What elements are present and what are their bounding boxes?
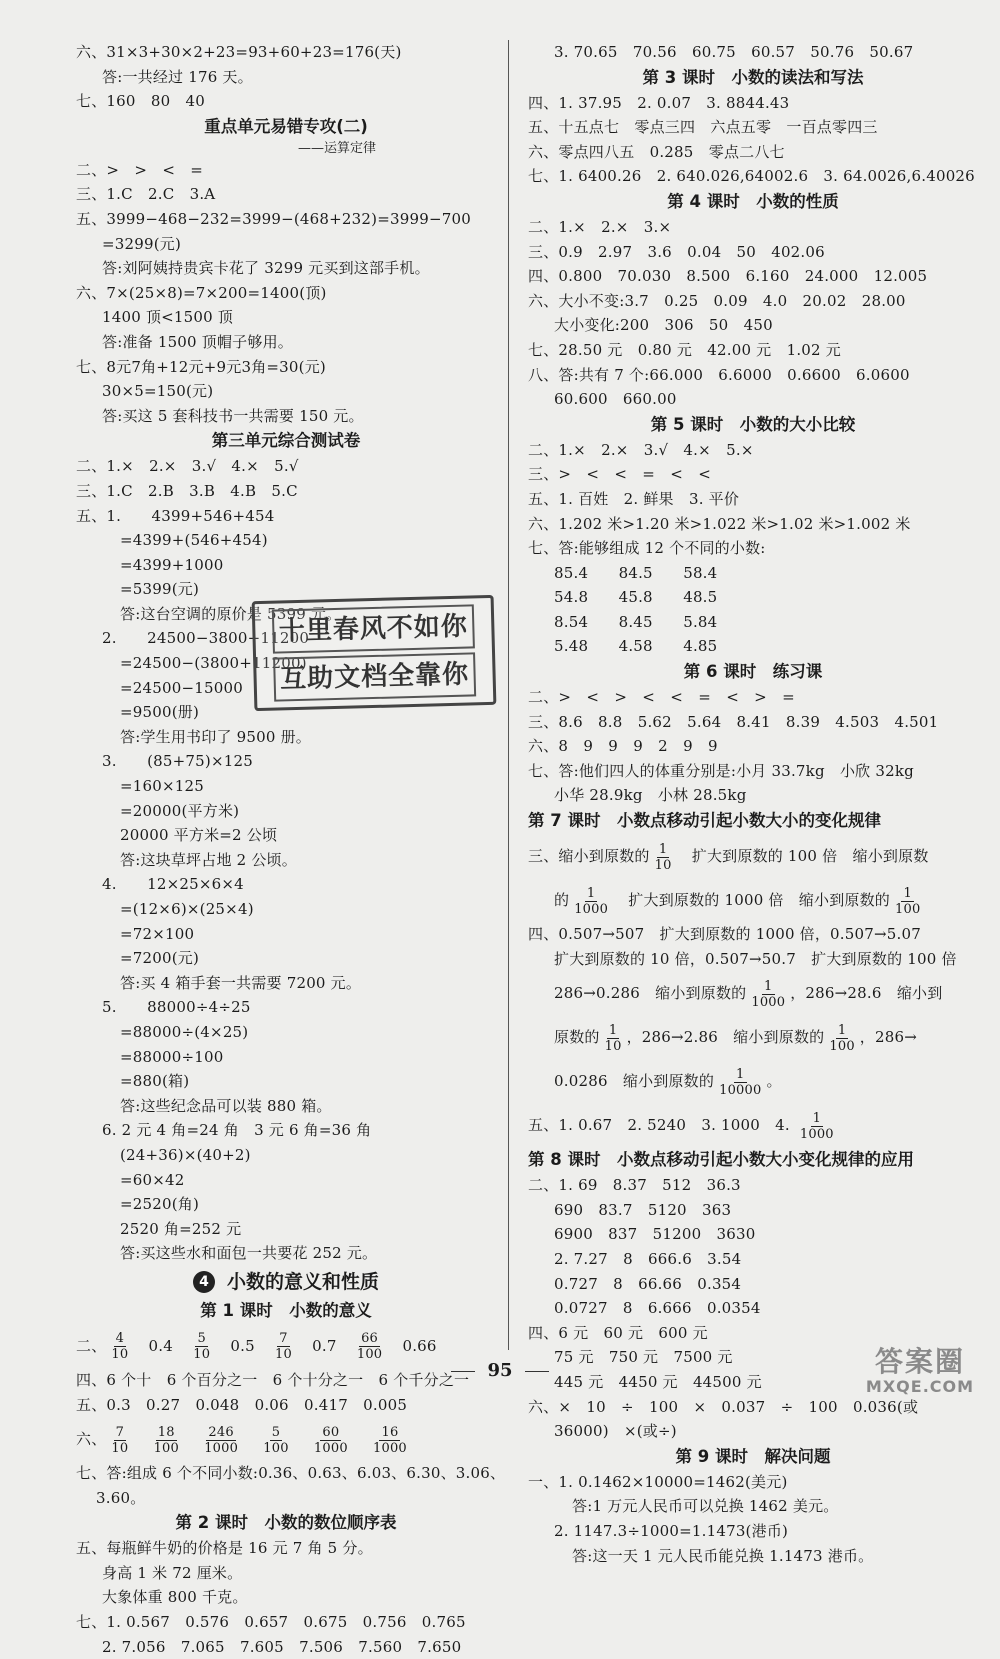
answer-line: 六、零点四八五 0.285 零点二八七 [528,142,785,161]
fraction-numerator: 1 [736,1066,745,1082]
answer-line: 6900 837 51200 3630 [554,1225,756,1244]
answer-line: 答:一共经过 176 天。 [102,67,253,86]
answer-line [528,878,978,922]
answer-line: 54.8 45.8 48.5 [554,588,718,607]
answer-line: 六、1.202 米>1.20 米>1.022 米>1.02 米>1.002 米 [528,514,911,533]
answer-line: 六、31×3+30×2+23=93+60+23=176(天) [76,43,402,61]
answer-line [528,1103,978,1147]
fraction-numerator: 7 [115,1424,125,1440]
answer-line: 答:这一天 1 元人民币能兑换 1.1473 港币。 [572,1546,874,1565]
answer-line: 四、0.800 70.030 8.500 6.160 24.000 12.005 [528,267,928,286]
answer-line: =88000÷100 [120,1047,224,1066]
text-segment [184,1417,199,1461]
answer-line: 0.727 8 66.66 0.354 [554,1274,742,1293]
text-segment: 0.66 [387,1336,437,1355]
answer-line: 445 元 4450 元 44500 元 [554,1372,762,1391]
answer-line: 身高 1 米 72 厘米。 [102,1563,243,1582]
answer-line: 5.48 4.58 4.85 [554,637,718,656]
answer-line: 一、1. 0.1462×10000=1462(美元) [528,1472,788,1491]
fraction [827,1023,856,1054]
section-subtitle: ——运算定律 [297,140,376,156]
answer-line: 大象体重 800 千克。 [102,1588,248,1607]
text-segment: 0.0286 缩小到原数的 [554,1072,715,1091]
answer-line: =2520(角) [120,1195,200,1214]
answer-line: 六、× 10 ÷ 100 × 0.037 ÷ 100 0.036(或 [528,1397,919,1416]
answer-line: 1400 顶<1500 顶 [102,308,234,327]
answer-line [528,1015,978,1059]
answer-line: 七、8元7角+12元+9元3角=30(元) [76,357,326,376]
text-segment: ，286→ [859,1028,917,1047]
answer-line: =7200(元) [120,949,200,968]
answer-line: 七、答:他们四人的体重分别是:小月 33.7kg 小欣 32kg [528,761,914,780]
fraction-numerator: 4 [115,1331,125,1347]
answer-line: 6. 2 元 4 角=24 角 3 元 6 角=36 角 [102,1121,372,1140]
answer-line: 三、0.9 2.97 3.6 0.04 50 402.06 [528,242,825,261]
text-segment: ，286→28.6 缩小到 [790,984,943,1003]
fraction-denominator: 100 [829,1038,855,1054]
answer-line: 答:准备 1500 顶帽子够用。 [102,332,293,351]
answer-line: 3. (85+75)×125 [102,752,253,771]
answer-line: 30×5=150(元) [102,382,214,401]
answer-line [76,1417,496,1461]
fraction [371,1425,409,1456]
answer-line: 690 83.7 5120 363 [554,1200,732,1219]
fraction [312,1425,350,1456]
answer-line: =3299(元) [102,234,182,253]
fraction-denominator: 10 [193,1347,211,1363]
answer-line: 七、答:能够组成 12 个不同的小数: [528,539,766,558]
answer-line: =880(箱) [120,1072,190,1091]
text-segment: 原数的 [554,1028,600,1047]
answer-line: =9500(册) [120,703,200,722]
answer-line: 3.60。 [96,1488,146,1507]
fraction-denominator: 10000 [719,1082,762,1098]
section-title: 第三单元综合测试卷 [211,431,361,451]
answer-line: 答:刘阿姨持贵宾卡花了 3299 元买到这部手机。 [102,259,430,278]
answer-line: 五、3999−468−232=3999−(468+232)=3999−700 [76,209,471,228]
text-segment: 286→0.286 缩小到原数的 [554,984,747,1003]
answer-line: =4399+(546+454) [120,531,268,550]
answer-line: 答:学生用书印了 9500 册。 [120,727,311,746]
fraction-numerator: 1 [812,1110,822,1126]
fraction-numerator: 246 [208,1424,234,1440]
text-segment: ，286→2.86 缩小到原数的 [626,1028,825,1047]
fraction [109,1331,130,1362]
answer-line: 七、答:组成 6 个不同小数:0.36、0.63、6.03、6.30、3.06、 [76,1464,506,1483]
answer-line: =88000÷(4×25) [120,1022,249,1041]
fraction-denominator: 10 [111,1440,129,1456]
section-title: 第 3 课时 小数的读法和写法 [642,67,864,87]
answer-line: 二、1.× 2.× 3.× [528,217,672,236]
answer-line: 2520 角=252 元 [120,1219,242,1238]
text-segment [133,1417,148,1461]
answer-line: 七、1. 0.567 0.576 0.657 0.675 0.756 0.765 [76,1613,466,1632]
fraction-denominator: 10 [111,1347,129,1363]
answer-line: 2. 1147.3÷1000=1.1473(港币) [554,1521,789,1540]
dash-left [451,1371,475,1372]
answer-line: 五、1. 4399+546+454 [76,506,275,525]
answer-line: 四、6 元 60 元 600 元 [528,1323,708,1342]
answer-line: 答:这块草坪占地 2 公顷。 [120,850,297,869]
section-title: 重点单元易错专攻(二) [204,116,368,136]
section-title: 第 4 课时 小数的性质 [667,191,839,211]
answer-line: 四、6 个十 6 个百分之一 6 个十分之一 6 个千分之一 [76,1370,470,1389]
answer-line: =20000(平方米) [120,801,240,820]
fraction [653,842,674,873]
text-segment: 五、1. 0.67 2. 5240 3. 1000 4. [528,1116,795,1135]
answer-line: =24500−15000 [120,678,243,697]
answer-line: 小华 28.9kg 小林 28.5kg [554,786,747,805]
page-number-text: 95 [487,1360,513,1381]
answer-line: 大小变化:200 306 50 450 [554,316,773,335]
fraction-numerator: 66 [361,1331,379,1347]
fraction-numerator: 1 [608,1022,618,1038]
text-segment [353,1417,368,1461]
answer-line: 8.54 8.45 5.84 [554,612,718,631]
fraction-numerator: 5 [197,1331,206,1347]
answer-line: 二、1. 69 8.37 512 36.3 [528,1176,741,1195]
unit-number-badge: 4 [193,1271,215,1293]
fraction-denominator: 100 [356,1347,383,1363]
answer-line: =160×125 [120,777,204,796]
fraction [798,1111,836,1142]
fraction-numerator: 1 [837,1022,847,1038]
fraction [893,886,922,917]
section-title: 第 1 课时 小数的意义 [200,1300,372,1320]
fraction [152,1425,181,1456]
watermark-logo [850,1346,990,1402]
text-segment: 三、缩小到原数的 [528,847,650,866]
answer-line: 四、0.507→507 扩大到原数的 1000 倍，0.507→5.07 [528,925,921,944]
text-segment: 的 [554,891,570,910]
answer-line: 答:这些纪念品可以装 880 箱。 [120,1096,332,1115]
answer-line: 答:1 万元人民币可以兑换 1462 美元。 [572,1497,839,1516]
right-column [528,40,978,1568]
answer-line: 扩大到原数的 10 倍，0.507→50.7 扩大到原数的 100 倍 [554,949,957,968]
fraction [355,1331,384,1362]
answer-line: 七、28.50 元 0.80 元 42.00 元 1.02 元 [528,340,841,359]
answer-line: =(12×6)×(25×4) [120,900,254,918]
answer-line: 三、1.C 2.C 3.A [76,185,216,204]
fraction-numerator: 1 [658,841,668,857]
answer-line: 36000) ×(或÷) [554,1422,677,1441]
seal-stamp [252,595,497,711]
answer-line: 五、1. 百姓 2. 鲜果 3. 平价 [528,489,740,508]
section-title: 第 9 课时 解决问题 [675,1446,831,1466]
answer-line: 三、1.C 2.B 3.B 4.B 5.C [76,481,298,500]
fraction [717,1067,763,1098]
fraction [572,886,610,917]
watermark-title: 答案圈 [874,1345,965,1378]
answer-line: 八、答:共有 7 个:66.000 6.6000 0.6600 6.0600 [528,365,910,384]
fraction-denominator: 100 [895,901,921,917]
stamp-line-2: 互助文档全靠你 [274,652,476,701]
answer-line: 三、> < < = < < [528,465,712,484]
fraction-denominator: 1000 [313,1440,348,1456]
text-segment: 六、 [76,1430,107,1449]
answer-line: 60.600 660.00 [554,390,677,409]
answer-line: 六、大小不变:3.7 0.25 0.09 4.0 20.02 28.00 [528,291,906,310]
answer-line: 答:买 4 箱手套一共需要 7200 元。 [120,973,362,992]
text-segment: 二、 [76,1336,107,1355]
answer-line: 七、1. 6400.26 2. 640.026,64002.6 3. 64.0026,6.40026 [528,167,975,186]
answer-line: 答:买这 5 套科技书一共需要 150 元。 [102,406,364,425]
answer-line: 4. 12×25×6×4 [102,875,244,894]
text-segment: 0.5 [215,1336,271,1355]
fraction-numerator: 1 [586,885,596,901]
answer-line: 六、8 9 9 9 2 9 9 [528,737,718,756]
answer-line [528,1059,978,1103]
fraction [202,1425,240,1456]
answer-line: =24500−(3800+11200) [120,654,307,673]
answer-line: 85.4 84.5 58.4 [554,563,718,582]
text-segment: 。 [766,1072,782,1091]
answer-line: =5399(元) [120,580,200,599]
stamp-line-1: 十里春风不如你 [272,604,474,653]
section-title: 第 7 课时 小数点移动引起小数大小的变化规律 [528,811,881,831]
section-title: 第 2 课时 小数的数位顺序表 [175,1513,397,1533]
section-title: 第 5 课时 小数的大小比较 [650,414,856,434]
watermark-url: MXQE.COM [865,1377,975,1396]
answer-line: 二、1.× 2.× 3.√ 4.× 5.√ [76,457,299,476]
dash-right [525,1371,549,1372]
answer-line: =4399+1000 [120,555,224,574]
fraction-denominator: 1000 [373,1440,407,1456]
answer-line: 75 元 750 元 7500 元 [554,1348,733,1367]
text-segment: 扩大到原数的 100 倍 缩小到原数 [676,847,929,866]
section-title: 第 6 课时 练习课 [683,662,823,682]
fraction-denominator: 1000 [799,1126,834,1142]
answer-line: 答:这台空调的原价是 5399 元。 [120,604,342,623]
answer-line: 答:买这些水和面包一共要花 252 元。 [120,1244,378,1263]
answer-line: 5. 88000÷4÷25 [102,998,251,1017]
fraction [109,1425,130,1456]
fraction-numerator: 16 [381,1424,399,1440]
answer-line: =72×100 [120,924,195,943]
answer-line: 三、8.6 8.8 5.62 5.64 8.41 8.39 4.503 4.501 [528,712,939,731]
answer-line: 五、十五点七 零点三四 六点五零 一百点零四三 [528,118,878,137]
answer-line: 五、每瓶鲜牛奶的价格是 16 元 7 角 5 分。 [76,1539,373,1558]
text-segment [243,1417,258,1461]
fraction-numerator: 1 [903,885,912,901]
text-segment: 0.4 [133,1336,189,1355]
answer-line: (24+36)×(40+2) [120,1145,251,1164]
answer-line: 四、1. 37.95 2. 0.07 3. 8844.43 [528,93,790,112]
answer-line: 二、> > < = [76,160,204,179]
fraction-denominator: 1000 [204,1440,239,1456]
fraction-denominator: 1000 [574,901,609,917]
fraction [273,1331,294,1362]
answer-line: 二、> < > < < = < > = [528,688,795,707]
fraction-denominator: 100 [153,1440,179,1456]
text-segment: 0.7 [296,1336,352,1355]
fraction [191,1331,212,1362]
column-divider [508,40,509,1350]
section-title: 第 8 课时 小数点移动引起小数大小变化规律的应用 [528,1150,914,1170]
fraction [749,979,787,1010]
fraction-numerator: 60 [322,1424,340,1440]
answer-line [528,834,978,878]
fraction [603,1023,624,1054]
fraction [261,1425,290,1456]
answer-line: 0.0727 8 6.666 0.0354 [554,1299,761,1318]
text-segment: 扩大到原数的 1000 倍 缩小到原数的 [613,891,891,910]
answer-line: 2. 7.27 8 666.6 3.54 [554,1250,742,1268]
answer-line: 20000 平方米=2 公顷 [120,826,278,845]
answer-line: 3. 70.65 70.56 60.75 60.57 50.76 50.67 [554,43,914,61]
answer-line: 六、7×(25×8)=7×200=1400(顶) [76,283,327,302]
fraction-denominator: 100 [263,1440,289,1456]
fraction-denominator: 10 [654,857,672,873]
answer-line [528,971,978,1015]
unit-title [76,1266,496,1298]
fraction-denominator: 10 [604,1038,622,1054]
text-segment [294,1417,309,1461]
answer-line: 二、1.× 2.× 3.√ 4.× 5.× [528,440,754,459]
left-column [76,40,506,1659]
answer-line: 五、0.3 0.27 0.048 0.06 0.417 0.005 [76,1395,408,1414]
answer-line: 2. 24500−3800−11200 [102,629,310,648]
fraction-denominator: 1000 [751,994,786,1010]
fraction-numerator: 18 [157,1424,175,1440]
fraction-numerator: 1 [764,978,773,994]
answer-line: =60×42 [120,1170,185,1189]
fraction-denominator: 10 [275,1347,292,1363]
unit-title-text: 小数的意义和性质 [226,1270,379,1293]
fraction-numerator: 5 [271,1424,281,1440]
answer-line: 七、160 80 40 [76,92,206,111]
fraction-numerator: 7 [279,1331,288,1347]
answer-line: 2. 7.056 7.065 7.605 7.506 7.560 7.650 [102,1637,462,1656]
